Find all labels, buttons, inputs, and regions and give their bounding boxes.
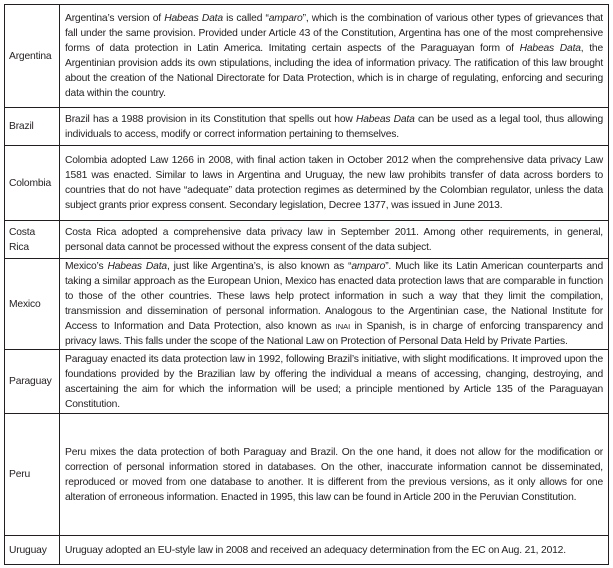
country-cell: Argentina <box>5 5 60 108</box>
country-cell: Peru <box>5 414 60 536</box>
text-segment: Mexico’s <box>65 261 108 272</box>
country-cell: Uruguay <box>5 536 60 565</box>
country-cell: Mexico <box>5 259 60 350</box>
table-row <box>5 536 609 565</box>
text-segment: Uruguay adopted an EU-style law in 2008 and received an adequacy determination from the EC on Aug. 21, 2012. <box>65 544 566 556</box>
italic-text: amparo <box>351 261 386 272</box>
text-segment: in Spanish, is in charge of enforcing transparency and privacy laws. This falls under the scope of the National Law on Protection of Personal Data Held by Private Parties. <box>65 321 603 347</box>
country-cell: Costa Rica <box>5 221 60 259</box>
table-row <box>5 414 609 536</box>
table-body <box>5 5 609 565</box>
small-caps-text: INAI <box>335 322 351 331</box>
country-data-protection-table <box>4 4 609 565</box>
text-segment: Argentina’s version of <box>65 13 165 24</box>
italic-text: Habeas Data <box>355 113 415 125</box>
country-cell: Colombia <box>5 146 60 221</box>
description-cell <box>60 221 609 259</box>
description-cell <box>60 5 609 108</box>
text-segment: , the Argentinian provision adds its own stipulations, including the idea of information privacy. The ratification of this law brought about the creation of the National Directorate for Data Protection, which is in charge of regulating, enforcing and securing data within the country. <box>65 43 603 99</box>
description-cell <box>60 536 609 565</box>
text-segment: Costa Rica adopted a comprehensive data privacy law in September 2011. Among other requirements, in general, personal data cannot be processed without the express consent of the data subject. <box>65 226 603 253</box>
text-segment: Brazil has a 1988 provision in its Constitution that spells out how <box>65 113 356 125</box>
text-segment: Paraguay enacted its data protection law in 1992, following Brazil’s initiative, with slight modifications. It improved upon the foundations provided by the Brazilian law by offering the individual a means of accessing, changing, destroying, and ascertaining the aim for which the information will be used; a principle mentioned by Article 135 of the Paraguayan Constitution. <box>65 353 603 410</box>
text-segment: , just like Argentina’s, is also known as “ <box>166 261 352 272</box>
table-row <box>5 350 609 414</box>
text-segment: Peru mixes the data protection of both Paraguay and Brazil. On the one hand, it does not allow for the modification or correction of personal information stored in databases. On the other, inaccurate information cannot be disseminated, reproduced or moved from one database to another. It is different from the previous versions, as it only allows for one alteration of erroneous information. Enacted in 1995, this law can be found in Article 200 in the Peruvian Constitution. <box>65 446 603 503</box>
description-cell <box>60 350 609 414</box>
table-row <box>5 221 609 259</box>
country-cell: Brazil <box>5 108 60 146</box>
description-cell <box>60 259 609 350</box>
italic-text: Habeas Data <box>519 43 581 54</box>
table-row <box>5 5 609 108</box>
table-row <box>5 146 609 221</box>
text-segment: can be used as a legal tool, thus allowing individuals to access, modify or correct information pertaining to themselves. <box>65 113 603 140</box>
italic-text: Habeas Data <box>107 261 167 272</box>
table-row <box>5 108 609 146</box>
italic-text: Habeas Data <box>164 13 223 24</box>
table-row <box>5 259 609 350</box>
italic-text: amparo <box>268 13 303 24</box>
description-cell <box>60 146 609 221</box>
text-segment: is called “ <box>222 13 269 24</box>
text-segment: ”. Much like its Latin American counterparts and taking a similar approach as the European Union, Mexico has enacted data protection laws that are comparable in function to those of the other countries. These laws help protect information in such a way that they limit the compilation, transmission and dissemination of personal information. Analogous to the Argentinian case, the National Institute for Access to Information and Data Protection, also known as <box>65 261 603 332</box>
description-cell <box>60 108 609 146</box>
text-segment: ”, which is the combination of various other types of grievances that fall under the same provision. Provided under Article 43 of the Constitution, Argentina has one of the most comprehensive forms of data protection in Latin America. Imitating certain aspects of the Paraguayan form of <box>65 13 603 54</box>
country-cell: Paraguay <box>5 350 60 414</box>
text-segment: Colombia adopted Law 1266 in 2008, with final action taken in October 2012 when the comprehensive data privacy Law 1581 was enacted. Similar to laws in Argentina and Uruguay, the new law prohibits transfer of data across borders to countries that do not have “adequate” data protection regimes as determined by the Colombian regulator, unless the data subject grants prior express consent. Secondary legislation, Decree 1377, was issued in June 2013. <box>65 155 603 211</box>
description-cell <box>60 414 609 536</box>
